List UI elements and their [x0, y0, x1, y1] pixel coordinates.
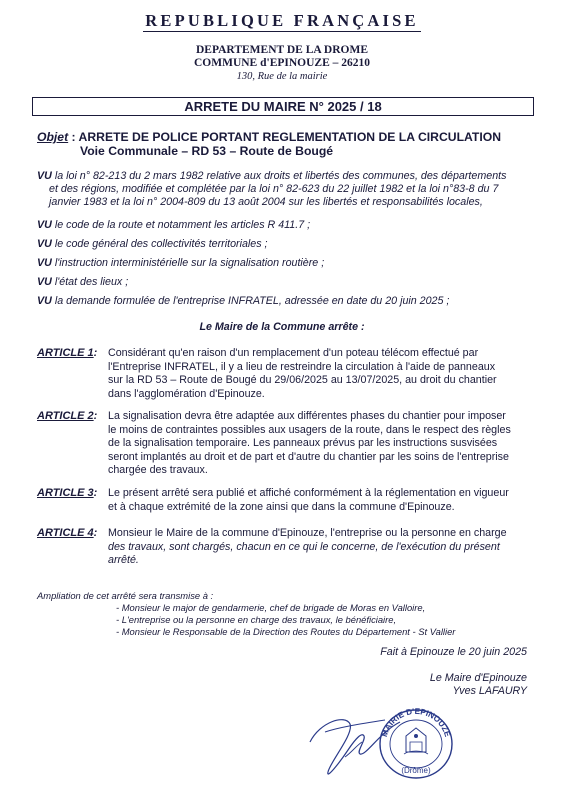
vu-label: VU [37, 257, 52, 269]
stamp-seal-icon [376, 706, 456, 782]
ampliation-intro: Ampliation de cet arrêté sera transmise à : [37, 590, 214, 601]
signatory-role: Le Maire d'Epinouze [429, 672, 527, 684]
article-3-label: ARTICLE 3: [37, 487, 98, 499]
fait-date: Fait à Epinouze le 20 juin 2025 [380, 646, 527, 658]
article-4-label: ARTICLE 4: [37, 527, 98, 539]
svg-text:MAIRIE D'EPINOUZE [380, 707, 452, 739]
objet-label: Objet [37, 130, 69, 144]
vu-clause-4: VU l'instruction interministérielle sur la signalisation routière ; [37, 257, 325, 269]
ampliation-item-2: - L'entreprise ou la personne en charge des travaux, le bénéficiaire, [116, 614, 397, 625]
vu-label: VU [37, 219, 52, 231]
stamp-bottom-text: (Drôme) [401, 766, 431, 775]
mairie-stamp [376, 706, 456, 782]
address-line: 130, Rue de la mairie [236, 71, 328, 82]
objet-line-1: : ARRETE DE POLICE PORTANT REGLEMENTATION DE LA CIRCULATION [68, 130, 502, 144]
signatory-name: Yves LAFAURY [452, 685, 527, 697]
decree-title: ARRETE DU MAIRE N° 2025 / 18 [32, 97, 534, 116]
stamp-top-text: MAIRIE D'EPINOUZE [379, 706, 453, 739]
objet-line-2: Voie Communale – RD 53 – Route de Bougé [80, 144, 334, 158]
republic-heading: REPUBLIQUE FRANÇAISE [145, 11, 419, 30]
vu-clause-6: VU la demande formulée de l'entreprise INFRATEL, adressée en date du 20 juin 2025 ; [37, 295, 450, 307]
vu-label: VU [37, 238, 52, 250]
vu-clause-2: VU le code de la route et notamment les articles R 411.7 ; [37, 219, 311, 231]
article-1-label: ARTICLE 1: [37, 347, 98, 359]
article-2-text: La signalisation devra être adaptée aux différentes phases du chantier pour imposer le moins de contraintes possibles aux usagers de la route, dans le respect des règles de la signalisation temporaire. Les panneaux prévus par les instructions susvisées seront implantés au droit et de part et d'autre du chantier par les soins de l'entreprise chargée des travaux. [108, 410, 511, 476]
vu-label: VU [37, 170, 52, 182]
vu-clause-1: VU la loi n° 82-213 du 2 mars 1982 relative aux droits et libertés des communes, des départements et des régions, modifiée et complétée par la loi n° 82-623 du 22 juillet 1982 et la loi n°83-8 du 7 janvier 1983 et la loi n° 2004-809 du 13 août 2004 sur les libertés et responsabilités locales, [37, 170, 507, 209]
article-1-text: Considérant qu'en raison d'un remplacement d'un poteau télécom effectué par l'Entreprise INFRATEL, il y a lieu de restreindre la circulation à l'aide de panneaux sur la RD 53 – Route de Bougé du 29/06/2025 au 13/07/2025, au droit du chantier dans l'agglomération d'Epinouze. [108, 347, 497, 400]
vu-label: VU [37, 295, 52, 307]
department-line: DEPARTEMENT DE LA DROME [195, 44, 368, 56]
vu-label: VU [37, 276, 52, 288]
article-4-text: Monsieur le Maire de la commune d'Epinouze, l'entreprise ou la personne en charge des travaux, sont chargés, chacun en ce qui le concerne, de l'exécution du présent arrêté. [108, 527, 507, 566]
vu-clause-3: VU le code général des collectivités territoriales ; [37, 238, 268, 250]
maire-arrete-heading: Le Maire de la Commune arrête : [199, 321, 365, 333]
ampliation-item-1: - Monsieur le major de gendarmerie, chef de brigade de Moras en Valloire, [116, 602, 426, 613]
objet-block [37, 130, 501, 158]
ampliation-item-3: - Monsieur le Responsable de la Direction des Routes du Département - St Vallier [116, 626, 456, 637]
article-3-text: Le présent arrêté sera publié et affiché conformément à la réglementation en vigueur et à chaque extrémité de la zone ainsi que dans la commune d'Epinouze. [108, 487, 509, 513]
commune-line: COMMUNE d'EPINOUZE – 26210 [193, 57, 371, 69]
vu-clause-5: VU l'état des lieux ; [37, 276, 129, 288]
article-2-label: ARTICLE 2: [37, 410, 98, 422]
